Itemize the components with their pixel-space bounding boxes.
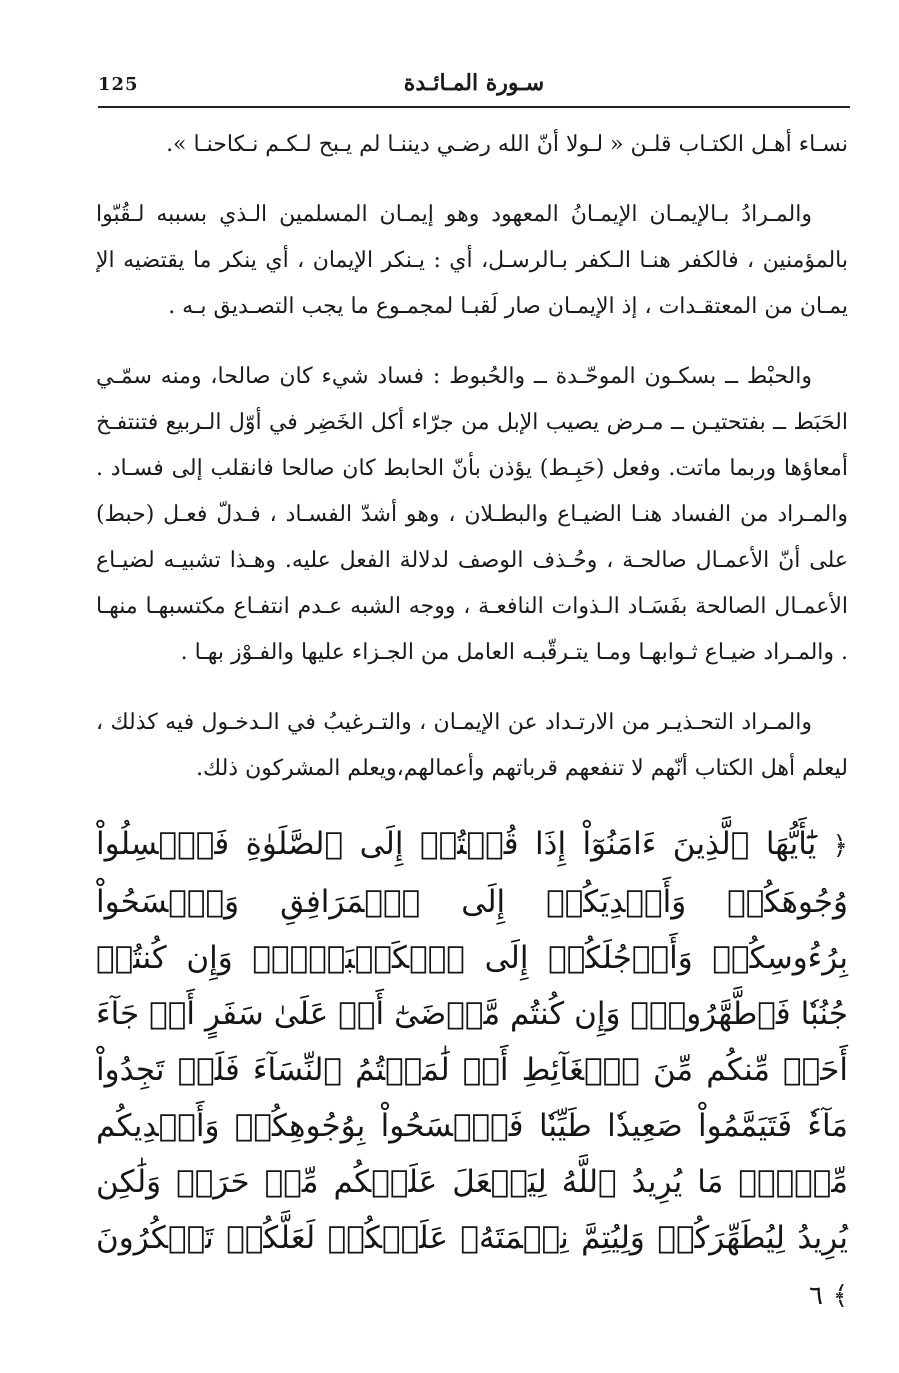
verse-number: ٦: [808, 1281, 823, 1311]
page-header: [98, 70, 850, 108]
verse-text: يَٰٓأَيُّهَا ٱلَّذِينَ ءَامَنُوٓاْ إِذَا قُمۡتُمۡ إِلَى ٱلصَّلَوٰةِ فَٱغۡسِلُواْ وُجُوهَكُمۡ وَأَيۡدِيَكُمۡ إِلَى ٱلۡمَرَافِقِ وَٱمۡسَحُواْ بِرُءُوسِكُمۡ وَأَرۡجُلَكُمۡ إِلَى ٱلۡكَعۡبَيۡنِۚ وَإِن كُنتُمۡ جُنُبٗا فَٱطَّهَّرُواْۚ وَإِن كُنتُم مَّرۡضَىٰٓ أَوۡ عَلَىٰ سَفَرٍ أَوۡ جَآءَ أَحَدٞ مِّنكُم مِّنَ ٱلۡغَآئِطِ أَوۡ لَٰمَسۡتُمُ ٱلنِّسَآءَ فَلَمۡ تَجِدُواْ مَآءٗ فَتَيَمَّمُواْ صَعِيدٗا طَيِّبٗا فَٱمۡسَحُواْ بِوُجُوهِكُمۡ وَأَيۡدِيكُم مِّنۡهُۚ مَا يُرِيدُ ٱللَّهُ لِيَجۡعَلَ عَلَيۡكُم مِّنۡ حَرَجٖ وَلَٰكِن يُرِيدُ لِيُطَهِّرَكُمۡ وَلِيُتِمَّ نِعۡمَتَهُۥ عَلَيۡكُمۡ لَعَلَّكُمۡ تَشۡكُرُونَ: [96, 826, 848, 1256]
paragraph-4: والمـراد التحـذيـر من الارتـداد عن الإيمـان ، والتـرغيبُ في الـدخـول فيه كذلك ، ليعلم أهل الكتاب أنّهم لا تنفعهم قرباتهم وأعمالهم،ويعلم المشركون ذلك.: [96, 710, 848, 781]
running-title: سـورة المـائـدة: [403, 70, 545, 96]
page-number: 125: [98, 74, 139, 95]
paragraph-1: نسـاء أهـل الكتـاب قلـن « لـولا أنّ الله رضـي ديننـا لم يـبح لـكـم نـكاحنـا ».: [166, 132, 848, 157]
verse-close-bracket: ﴾: [832, 1281, 848, 1311]
header-rule: [98, 106, 850, 108]
body-text: [96, 122, 848, 1324]
quran-verse: [96, 816, 848, 1324]
paragraph-3: والحبْط ــ بسكـون الموحّـدة ــ والحُبوط : فساد شيء كان صالحا، ومنه سمّـي الحَبَط ــ بفتحتيـن ــ مـرض يصيب الإبل من جرّاء أكل الخَضِر في أوّل الـربيع فتنتفـخ أمعاؤها وربما ماتت. وفعل (حَبِـط) يؤذن بأنّ الحابط كان صالحا فانقلب إلى فسـاد . والمـراد من الفساد هنـا الضيـاع والبطـلان ، وهو أشدّ الفسـاد ، فـدلّ فعـل (حبط) على أنّ الأعمـال صالحـة ، وحُـذف الوصف لدلالة الفعل عليه. وهـذا تشبيـه لضيـاع الأعمـال الصالحة بفَسَـاد الـذوات النافعـة ، ووجه الشبه عـدم انتفـاع مكتسبهـا منهـا . والمـراد ضيـاع ثـوابهـا ومـا يتـرقّبـه العامل من الجـزاء عليها والفـوْز بهـا .: [96, 364, 848, 665]
paragraph-2: والمـرادُ بـالإيمـان الإيمـانُ المعهود وهو إيمـان المسلمين الـذي بسببه لـقُبّوا بالمؤمنين ، فالكفر هنـا الـكفر بـالرسـل، أي : يـنكر الإيمان ، أي ينكر ما يقتضيه الإ يمـان من المعتقـدات ، إذ الإيمـان صار لَقبـا لمجمـوع ما يجب التصـديق بـه .: [96, 202, 848, 319]
verse-open-bracket: ﴿: [832, 831, 848, 861]
